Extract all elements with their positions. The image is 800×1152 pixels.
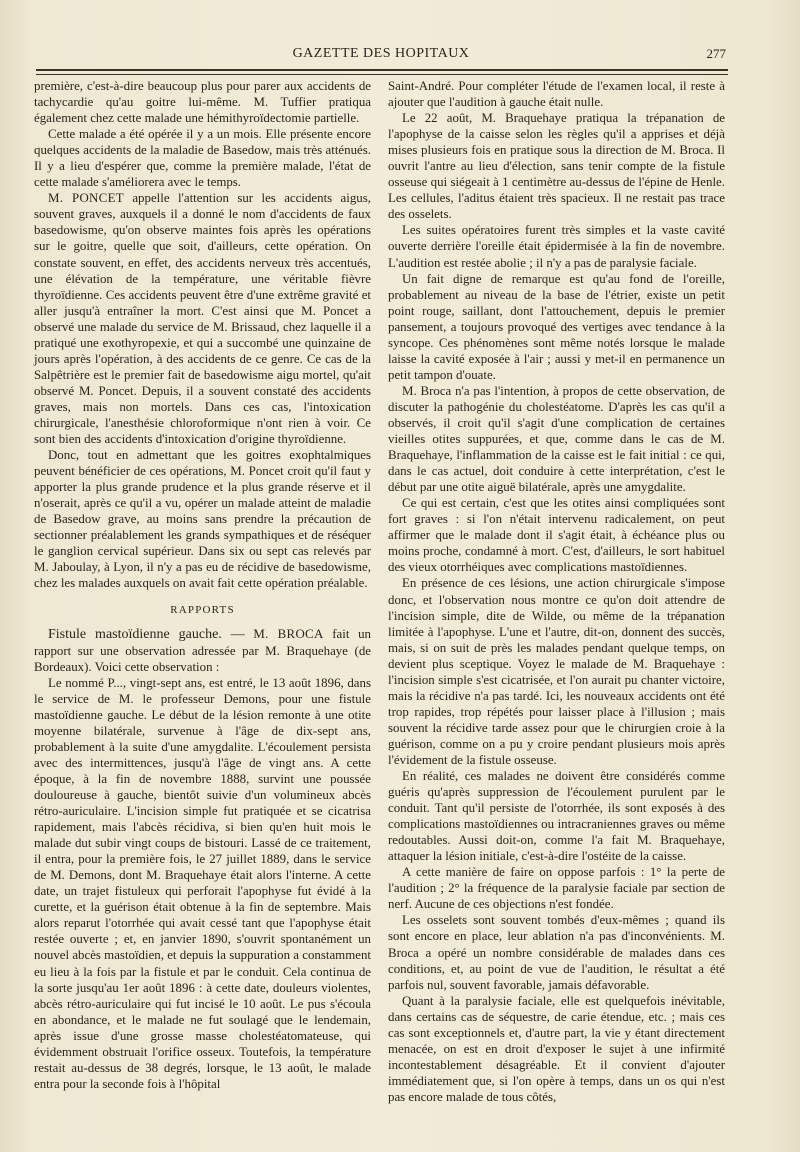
paragraph	[34, 190, 371, 447]
paragraph: Un fait digne de remarque est qu'au fond de l'oreille, probablement au niveau de la base de l'étrier, existe un petit point rouge, saillant, dont l'attouchement, depuis le premier pansement, a toujours provoqué des vertiges avec tendance à la syncope. Ces phénomènes sont même notés lorsque le malade laisse la cavité exposée à l'air ; aussi y met-il en permanence un petit tampon d'ouate.	[388, 271, 725, 382]
page-number: 277	[706, 46, 726, 61]
paragraph-text: appelle l'attention sur les accidents aigus, souvent graves, auxquels il a donné le nom d'accidents de faux basedowisme, qu'on observe maintes fois après les opérations sur le goitre, quelle que soit, d'ailleurs, cette opération. On constate souvent, en effet, des accidents nerveux très accentués, une élévation de la température, une véritable fièvre thyroïdienne. Ces accidents peuvent être d'une extrême gravité et aller jusqu'à entraîner la mort. C'est ainsi que M. Poncet a observé une malade du service de M. Brissaud, chez laquelle il a pratiqué une exothyropexie, et qui a succombé une quinzaine de jours après l'opération, à des accidents de ce genre. Ce cas de la Salpêtrière est le premier fait de basedowisme aigu mortel, qu'ait observé M. Poncet. Depuis, il a souvent constaté des accidents graves, mais non mortels. Dans ces cas, l'intoxication chirurgicale, l'anesthésie chloroformique n'ont rien à voir. Ce sont bien des accidents d'intoxication d'origine thyroïdienne.	[34, 191, 371, 447]
paragraph: Le 22 août, M. Braquehaye pratiqua la trépanation de l'apophyse de la caisse selon les règles qu'il a apprises et déjà mises plusieurs fois en pratique sous la direction de M. Broca. Il ouvrit l'antre au lieu d'élection, sans tenir compte de la fistule osseuse qui siégeait à 1 centimètre au-dessus de l'épine de Henle. Les cellules, l'aditus étaient très spacieux. Il ne restait pas trace des osselets.	[388, 111, 725, 222]
section-heading: RAPPORTS	[170, 603, 235, 616]
paragraph: Ce qui est certain, c'est que les otites ainsi compliquées sont fort graves : si l'on n'était intervenu radicalement, on peut affirmer que le malade dont il s'agit était, à échéance plus ou moins proche, condamné à mort. C'est, d'ailleurs, le sort habituel des vieux otorrhéiques avec complications mastoïdiennes.	[388, 496, 725, 575]
article-author: M. BROCA	[253, 626, 324, 641]
paragraph: A cette manière de faire on oppose parfois : 1° la perte de l'audition ; 2° la fréquence de la paralysie faciale par section de nerf. Aucune de ces objections n'est fondée.	[388, 865, 725, 912]
left-column	[34, 78, 371, 1092]
paragraph: Donc, tout en admettant que les goitres exophtalmiques peuvent bénéficier de ces opérations, M. Poncet croit qu'il faut y apporter la plus grande prudence et la plus grande réserve et il n'oserait, après ce qu'il a vu, opérer un malade atteint de maladie de Basedow grave, au moins sans prendre la précaution de sectionner préalablement les grands sympathiques et de réséquer le ganglion cervical supérieur. Dans six ou sept cas relevés par M. Jaboulay, à Lyon, il n'y a pas eu de récidive de basedowisme, chez les malades auxquels on avait fait cette opération préalable.	[34, 448, 371, 591]
paragraph: Quant à la paralysie faciale, elle est quelquefois inévitable, dans certains cas de séquestre, de carie étendue, etc. ; mais ces cas sont exceptionnels et, d'autre part, la vie y étant directement menacée, on est en droit d'exposer le sujet à une infirmité incontestablement désagréable. Et il convient d'ajouter immédiatement que, si l'on opère à temps, dans un os qui n'est pas encore malade de tous côtés,	[388, 993, 725, 1104]
speaker-name: M. PONCET	[48, 191, 124, 206]
paragraph: Le nommé P..., vingt-sept ans, est entré, le 13 août 1896, dans le service de M. le professeur Demons, pour une fistule mastoïdienne gauche. Le début de la lésion remonte à une otite moyenne bilatérale, survenue à l'âge de dix-sept ans, probablement à la suite d'une amygdalite. L'écoulement persista avec des intermittences, jusqu'à l'âge de vingt ans. A cette époque, à la fin de novembre 1888, survint une poussée douloureuse à gauche, bientôt suivie d'un volumineux abcès rétro-auriculaire. L'incision simple fut pratiquée et se cicatrisa rapidement, mais l'abcès récidiva, si bien qu'en huit mois le malade dut subir vingt coups de bistouri. Lassé de ce traitement, il entra, pour la première fois, le 27 juillet 1889, dans le service de M. Demons, dont M. Braquehaye était alors l'interne. A cette date, un trajet fistuleux qui perforait l'apophyse fut évidé à la curette, et la guérison était obtenue à la fin de septembre. Mais alors reparut l'otorrhée qui avait cessé tant que l'apophyse était restée ouverte ; et, en janvier 1890, s'ouvrit spontanément un nouvel abcès mastoïdien, et depuis la suppuration a constamment eu lieu à la fois par la fistule et par le conduit. Cela continua de la sorte jusqu'au 1er août 1896 : à cette date, douleurs violentes, abcès rétro-auriculaire qui fut incisé le 10 août. Le pus s'écoula en abondance, et le malade ne fut soulagé que le lendemain, après issue d'une grosse masse cholestéatomateuse, qui évidemment obstruait l'orifice osseux. Toutefois, la température restait au-dessus de 38 degrés, lorsque, le 13 août, le malade entra pour la seconde fois à l'hôpital	[34, 675, 371, 1091]
article-title: Fistule mastoïdienne gauche. —	[48, 626, 245, 642]
paragraph: première, c'est-à-dire beaucoup plus pour parer aux accidents de tachycardie qu'au goitre lui-même. M. Tuffier pratiqua également chez cette malade une hémithyroïdectomie partielle.	[34, 79, 371, 126]
right-column	[388, 78, 725, 1105]
paragraph: En présence de ces lésions, une action chirurgicale s'impose donc, et l'observation nous montre ce qu'on doit attendre de l'incision simple, dite de Wilde, ou même de la trépanation limitée à l'apophyse. L'une et l'autre, dit-on, donnent des succès, mais, si on suit de près les malades pendant quelque temps, on devient plus sceptique. Voyez le malade de M. Braquehaye : l'incision simple s'est cicatrisée, et l'on aurait pu chanter victoire, mais la récidive n'a pas tardé. Ici, les nouveaux accidents ont été trop rapides, trop répétés pour laisser place à l'illusion ; mais souvent la récidive tarde assez pour que le chirurgien croie à la guérison, comme on a pu y croire pendant plusieurs mois après l'évidement de la fistule osseuse.	[388, 576, 725, 767]
paragraph: Les osselets sont souvent tombés d'eux-mêmes ; quand ils sont encore en place, leur ablation n'a pas d'inconvénients. M. Broca a opéré un nombre considérable de malades dans ces conditions, et, au point de vue de l'audition, le résultat a été parfois nul, souvent favorable, jamais défavorable.	[388, 913, 725, 992]
header-rule-thin	[36, 74, 728, 75]
paragraph: Saint-André. Pour compléter l'étude de l'examen local, il reste à ajouter que l'audition à gauche était nulle.	[388, 79, 725, 110]
paragraph: Cette malade a été opérée il y a un mois. Elle présente encore quelques accidents de la maladie de Basedow, mais très atténués. Il y a lieu d'espérer que, comme la première malade, l'état de cette malade s'améliorera avec le temps.	[34, 127, 371, 190]
article-intro	[34, 626, 371, 675]
running-head: GAZETTE DES HOPITAUX	[292, 46, 470, 61]
article-intro-text: fait un rapport sur une observation adressée par M. Braquehaye (de Bordeaux). Voici cette observation :	[34, 626, 371, 674]
page-header	[36, 40, 726, 70]
paragraph: Les suites opératoires furent très simples et la vaste cavité ouverte derrière l'oreille était épidermisée à la fin de novembre. L'audition est restée abolie ; il n'y a pas de paralysie faciale.	[388, 223, 725, 270]
paragraph: En réalité, ces malades ne doivent être considérés comme guéris qu'après suppression de l'écoulement purulent par le conduit. Tant qu'il persiste de l'otorrhée, ils sont exposés à des complications mastoïdiennes ou intracraniennes graves ou même redoutables. Aussi doit-on, comme l'a fait M. Braquehaye, attaquer la lésion initiale, c'est-à-dire l'ostéite de la caisse.	[388, 769, 725, 864]
header-rule-thick	[36, 69, 728, 71]
paragraph: M. Broca n'a pas l'intention, à propos de cette observation, de discuter la pathogénie du cholestéatome. D'après les cas qu'il a observés, il croit qu'il s'agit d'une complication de certaines vieilles otites suppurées, et que, comme dans le cas de M. Braquehaye, l'inflammation de la caisse est le fait initial : ce qui, dans le cas actuel, doit conduire à cette interprétation, c'est le début par une otite aiguë bilatérale, après une amygdalite.	[388, 383, 725, 495]
